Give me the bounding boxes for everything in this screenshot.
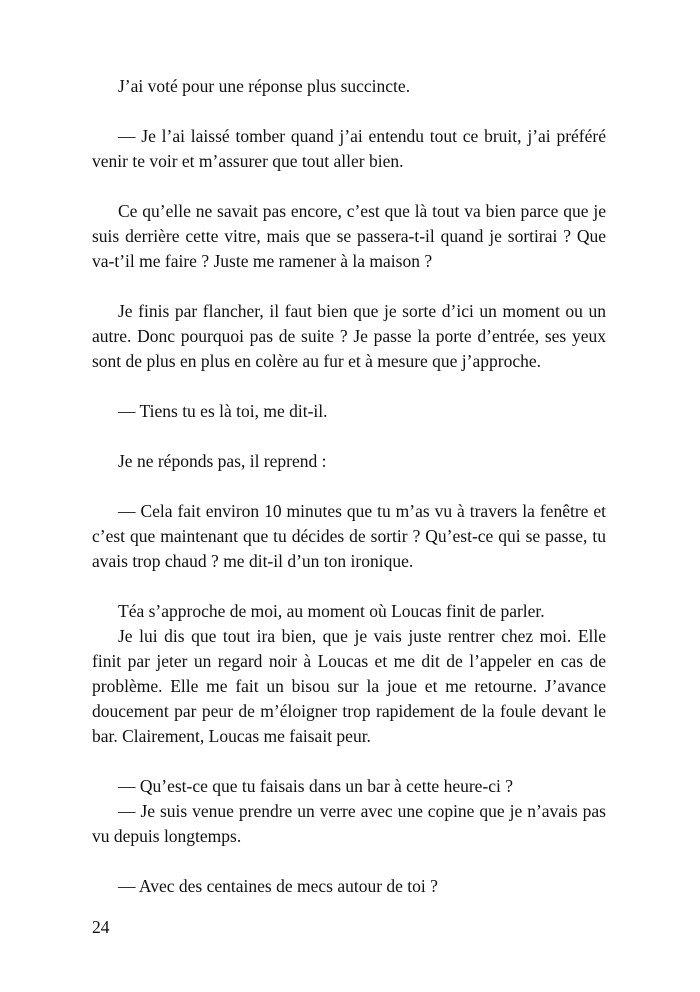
paragraph-4: Je finis par flancher, il faut bien que je sorte d’ici un moment ou un autre. Donc pourquoi pas de suite ? Je passe la porte d’entrée, ses yeux sont de plus en plus en colère au fur et à mesure que j’approche. xyxy=(92,301,606,371)
page-number: 24 xyxy=(92,917,110,937)
paragraph-7: — Cela fait environ 10 minutes que tu m’as vu à travers la fenêtre et c’est que maintenant que tu décides de sortir ? Qu’est-ce qui se passe, tu avais trop chaud ? me dit-il d’un ton ironique. xyxy=(92,501,606,571)
paragraph-10: — Qu’est-ce que tu faisais dans un bar à cette heure-ci ? xyxy=(118,776,514,796)
paragraph-9: Je lui dis que tout ira bien, que je vais juste rentrer chez moi. Elle finit par jeter un regard noir à Loucas et me dit de l’appeler en cas de problème. Elle me fait un bisou sur la joue et me retourne. J’avance doucement par peur de m’éloigner trop rapidement de la foule devant le bar. Clairement, Loucas me faisait peur. xyxy=(92,626,606,746)
page-body xyxy=(92,74,606,924)
paragraph-12: — Avec des centaines de mecs autour de toi ? xyxy=(118,876,438,896)
paragraph-3: Ce qu’elle ne savait pas encore, c’est que là tout va bien parce que je suis derrière cette vitre, mais que se passera-t-il quand je sortirai ? Que va-t’il me faire ? Juste me ramener à la maison ? xyxy=(92,201,606,271)
paragraph-11: — Je suis venue prendre un verre avec une copine que je n’avais pas vu depuis longtemps. xyxy=(92,801,606,846)
paragraph-5: — Tiens tu es là toi, me dit-il. xyxy=(118,401,328,421)
paragraph-1: J’ai voté pour une réponse plus succincte. xyxy=(118,76,411,96)
paragraph-8: Téa s’approche de moi, au moment où Loucas finit de parler. xyxy=(118,601,545,621)
paragraph-6: Je ne réponds pas, il reprend : xyxy=(118,451,327,471)
paragraph-2: — Je l’ai laissé tomber quand j’ai entendu tout ce bruit, j’ai préféré venir te voir et m’assurer que tout aller bien. xyxy=(92,126,606,171)
